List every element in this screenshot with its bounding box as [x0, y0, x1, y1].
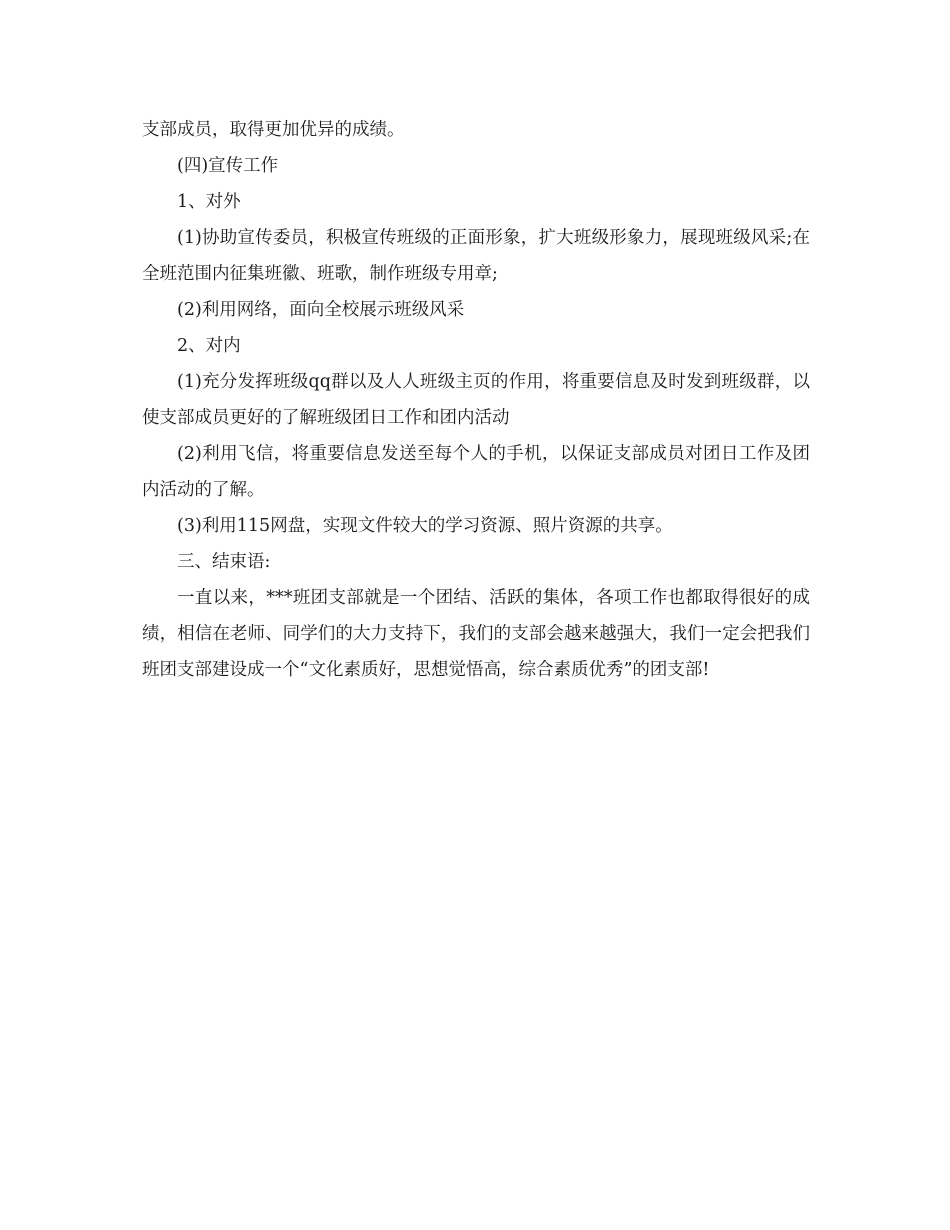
- document-body: [142, 112, 810, 688]
- paragraph-external-1: (1)协助宣传委员，积极宣传班级的正面形象，扩大班级形象力，展现班级风采;在全班范围内征集班徽、班歌，制作班级专用章;: [142, 228, 810, 284]
- section-heading-publicity: (四)宣传工作: [177, 156, 279, 176]
- paragraph-external-2: (2)利用网络，面向全校展示班级风采: [177, 300, 465, 320]
- subheading-external: 1、对外: [177, 192, 241, 212]
- section-heading-conclusion: 三、结束语:: [177, 552, 271, 572]
- paragraph-internal-2: (2)利用飞信，将重要信息发送至每个人的手机，以保证支部成员对团日工作及团内活动的了解。: [142, 444, 810, 500]
- paragraph-conclusion: 一直以来，***班团支部就是一个团结、活跃的集体，各项工作也都取得很好的成绩，相信在老师、同学们的大力支持下，我们的支部会越来越强大，我们一定会把我们班团支部建设成一个“文化素质好，思想觉悟高，综合素质优秀”的团支部!: [142, 588, 810, 680]
- subheading-internal: 2、对内: [177, 336, 241, 356]
- paragraph-internal-3: (3)利用115网盘，实现文件较大的学习资源、照片资源的共享。: [177, 516, 673, 536]
- paragraph-internal-1: (1)充分发挥班级qq群以及人人班级主页的作用，将重要信息及时发到班级群，以使支部成员更好的了解班级团日工作和团内活动: [142, 372, 810, 428]
- paragraph-continuation: 支部成员，取得更加优异的成绩。: [142, 120, 405, 140]
